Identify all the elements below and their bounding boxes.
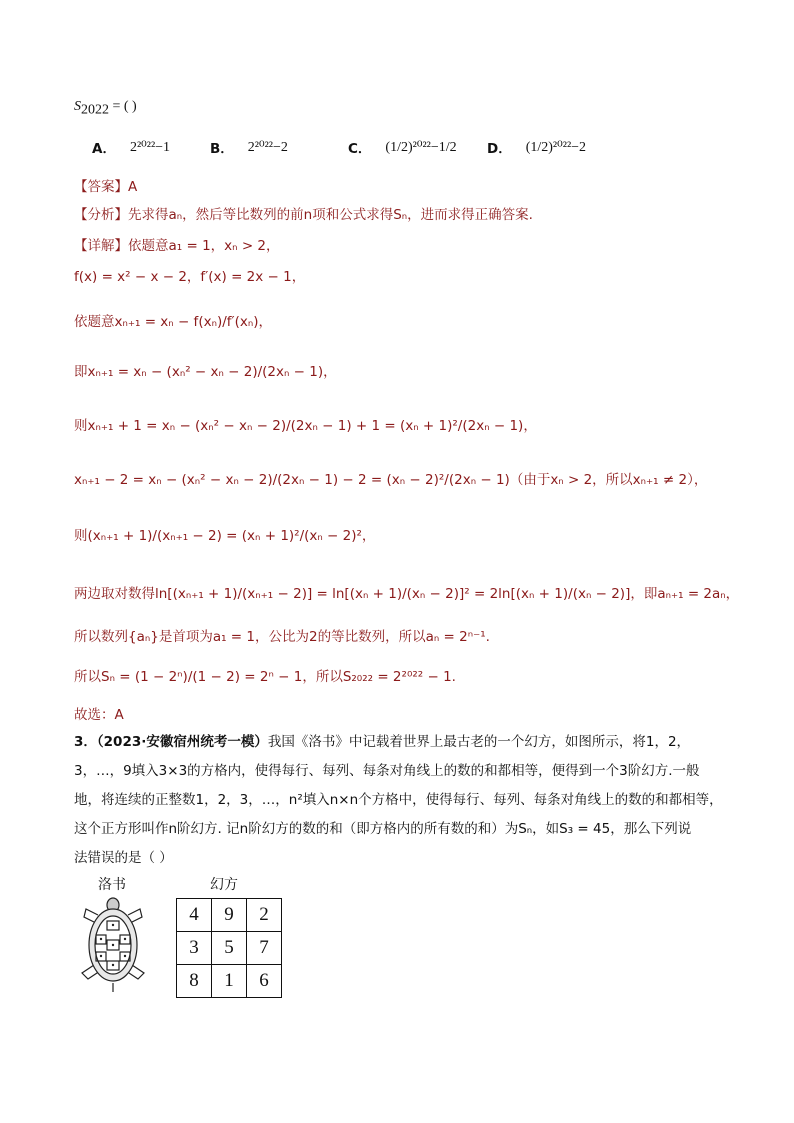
q3-line-2: 3，…，9填入3×3的方格内，使得每行、每列、每条对角线上的数的和都相等，便得到一个3阶幻方.一般	[74, 763, 700, 779]
magic-cell: 4	[177, 899, 212, 932]
magic-cell: 1	[212, 965, 247, 998]
turtle-icon	[78, 893, 148, 993]
conclusion-line: 故选：A	[74, 707, 124, 723]
choice-a[interactable]: A． 2²⁰²²−1	[92, 139, 171, 157]
magic-square-grid	[176, 898, 282, 998]
detail-line-6: xₙ₊₁ − 2 = xₙ − (xₙ² − xₙ − 2)/(2xₙ − 1) − 2 = (xₙ − 2)²/(2xₙ − 1)（由于xₙ > 2，所以xₙ₊₁ ≠ 2），	[74, 472, 708, 488]
magic-row	[177, 899, 282, 932]
conclusion-value: A	[114, 707, 124, 723]
detail-line-8: 两边取对数得ln[(xₙ₊₁ + 1)/(xₙ₊₁ − 2)] = ln[(xₙ + 1)/(xₙ − 2)]² = 2ln[(xₙ + 1)/(xₙ − 2)]，即aₙ₊₁ = 2aₙ，	[74, 586, 740, 602]
magic-cell: 6	[247, 965, 282, 998]
magic-cell: 7	[247, 932, 282, 965]
choice-d[interactable]: D． (1/2)²⁰²²−2	[487, 139, 587, 157]
detail-line-9: 所以数列{aₙ}是首项为a₁ = 1，公比为2的等比数列，所以aₙ = 2ⁿ⁻¹.	[74, 629, 490, 645]
luoshu-label: 洛书	[98, 877, 126, 893]
q3-line-3: 地，将连续的正整数1，2，3，…，n²填入n×n个方格中，使得每行、每列、每条对角线上的数的和都相等，	[74, 792, 723, 808]
detail-line-3: 依题意xₙ₊₁ = xₙ − f(xₙ)/f′(xₙ)，	[74, 314, 272, 330]
magic-cell: 5	[212, 932, 247, 965]
analysis-line: 【分析】先求得aₙ，然后等比数列的前n项和公式求得Sₙ，进而求得正确答案.	[74, 207, 533, 223]
question-stem: $S_{2022}$ = ( )	[74, 99, 137, 118]
detail-line-4: 即xₙ₊₁ = xₙ − (xₙ² − xₙ − 2)/(2xₙ − 1)，	[74, 364, 337, 380]
magic-row	[177, 965, 282, 998]
choice-a-text: 2²⁰²²−1	[129, 139, 171, 155]
detail-line-1: 【详解】依题意a₁ = 1，xₙ > 2，	[74, 238, 280, 254]
magic-cell: 3	[177, 932, 212, 965]
q3-line-1: 3．（2023·安徽宿州统考一模）我国《洛书》中记载着世界上最古老的一个幻方，如图所示，将1，2，	[74, 734, 691, 750]
magic-cell: 9	[212, 899, 247, 932]
answer-line: 【答案】A	[74, 179, 138, 195]
detail-line-2: f(x) = x² − x − 2，f′(x) = 2x − 1，	[74, 269, 306, 285]
magic-row	[177, 932, 282, 965]
detail-line-7: 则(xₙ₊₁ + 1)/(xₙ₊₁ − 2) = (xₙ + 1)²/(xₙ − 2)²，	[74, 528, 376, 544]
magic-cell: 8	[177, 965, 212, 998]
choice-b[interactable]: B． 2²⁰²²−2	[210, 139, 288, 157]
q3-number: 3．	[74, 734, 97, 750]
magic-cell: 2	[247, 899, 282, 932]
choice-b-text: 2²⁰²²−2	[247, 139, 288, 155]
choice-d-text: (1/2)²⁰²²−2	[525, 139, 587, 155]
choice-c-text: (1/2)²⁰²²−1/2	[385, 139, 457, 155]
luoshu-turtle-image	[78, 893, 148, 993]
detail-line-5: 则xₙ₊₁ + 1 = xₙ − (xₙ² − xₙ − 2)/(2xₙ − 1) + 1 = (xₙ + 1)²/(2xₙ − 1)，	[74, 418, 537, 434]
choice-c[interactable]: C． (1/2)²⁰²²−1/2	[348, 139, 457, 157]
q3-source: （2023·安徽宿州统考一模）	[96, 734, 268, 750]
magic-square-label: 幻方	[210, 877, 238, 893]
answer-value: A	[128, 179, 138, 195]
detail-line-10: 所以Sₙ = (1 − 2ⁿ)/(1 − 2) = 2ⁿ − 1，所以S₂₀₂₂ = 2²⁰²² − 1.	[74, 669, 456, 685]
q3-line-4: 这个正方形叫作n阶幻方. 记n阶幻方的数的和（即方格内的所有数的和）为Sₙ，如S₃ = 45，那么下列说	[74, 821, 692, 837]
q3-line-5: 法错误的是（ ）	[74, 850, 173, 866]
